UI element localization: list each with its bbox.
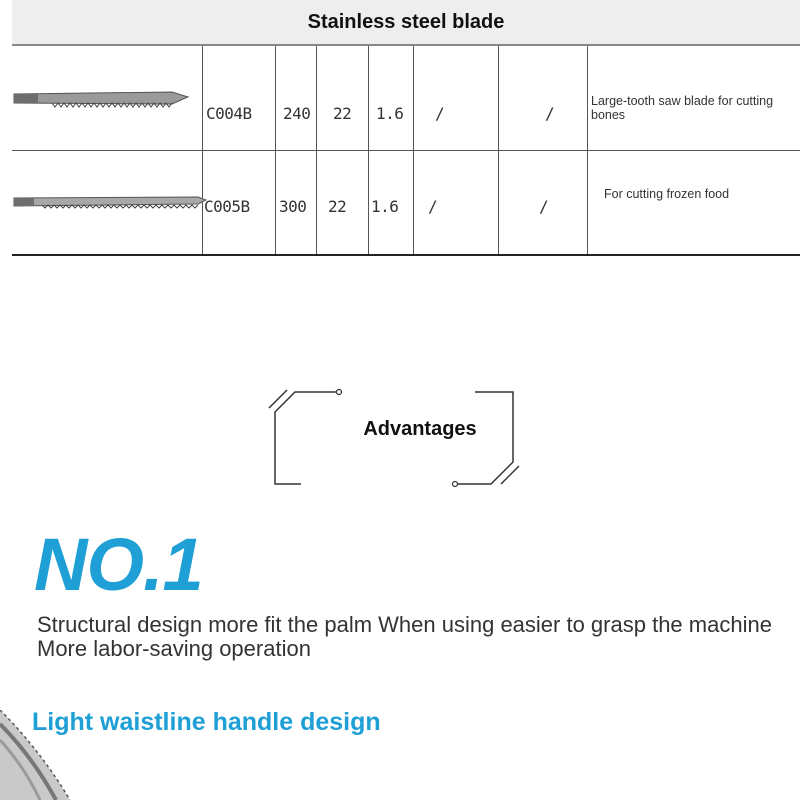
thickness-cell: 1.6 [371,197,399,216]
table-bottom-border [12,254,800,256]
thickness-cell: 1.6 [376,104,404,123]
tpi-cell: 22 [328,197,347,216]
model-cell: C004B [206,104,252,123]
table-row [12,46,800,150]
feature-number: NO.1 [34,523,203,606]
feature-title: Light waistline handle design [32,708,381,736]
model-cell: C005B [204,197,250,216]
tpi-cell: 22 [333,104,352,123]
advantages-frame [265,380,525,490]
description-cell: Large-tooth saw blade for cutting bones [591,94,774,122]
col5-cell: / [428,197,438,216]
feature-description: Structural design more fit the palm When using easier to grasp the machine More labor-saving operation [37,612,772,661]
description-cell: For cutting frozen food [604,187,730,201]
table-row [12,150,800,255]
table-title: Stainless steel blade [12,0,800,46]
col6-cell: / [545,104,555,123]
blade-c004b-image [12,82,192,112]
col6-cell: / [539,197,549,216]
length-cell: 300 [279,197,307,216]
advantages-title: Advantages [363,418,477,440]
spec-table [12,0,800,258]
length-cell: 240 [283,104,311,123]
saw-blade-corner-image [0,710,90,800]
col5-cell: / [435,104,445,123]
blade-c005b-image [12,187,207,215]
